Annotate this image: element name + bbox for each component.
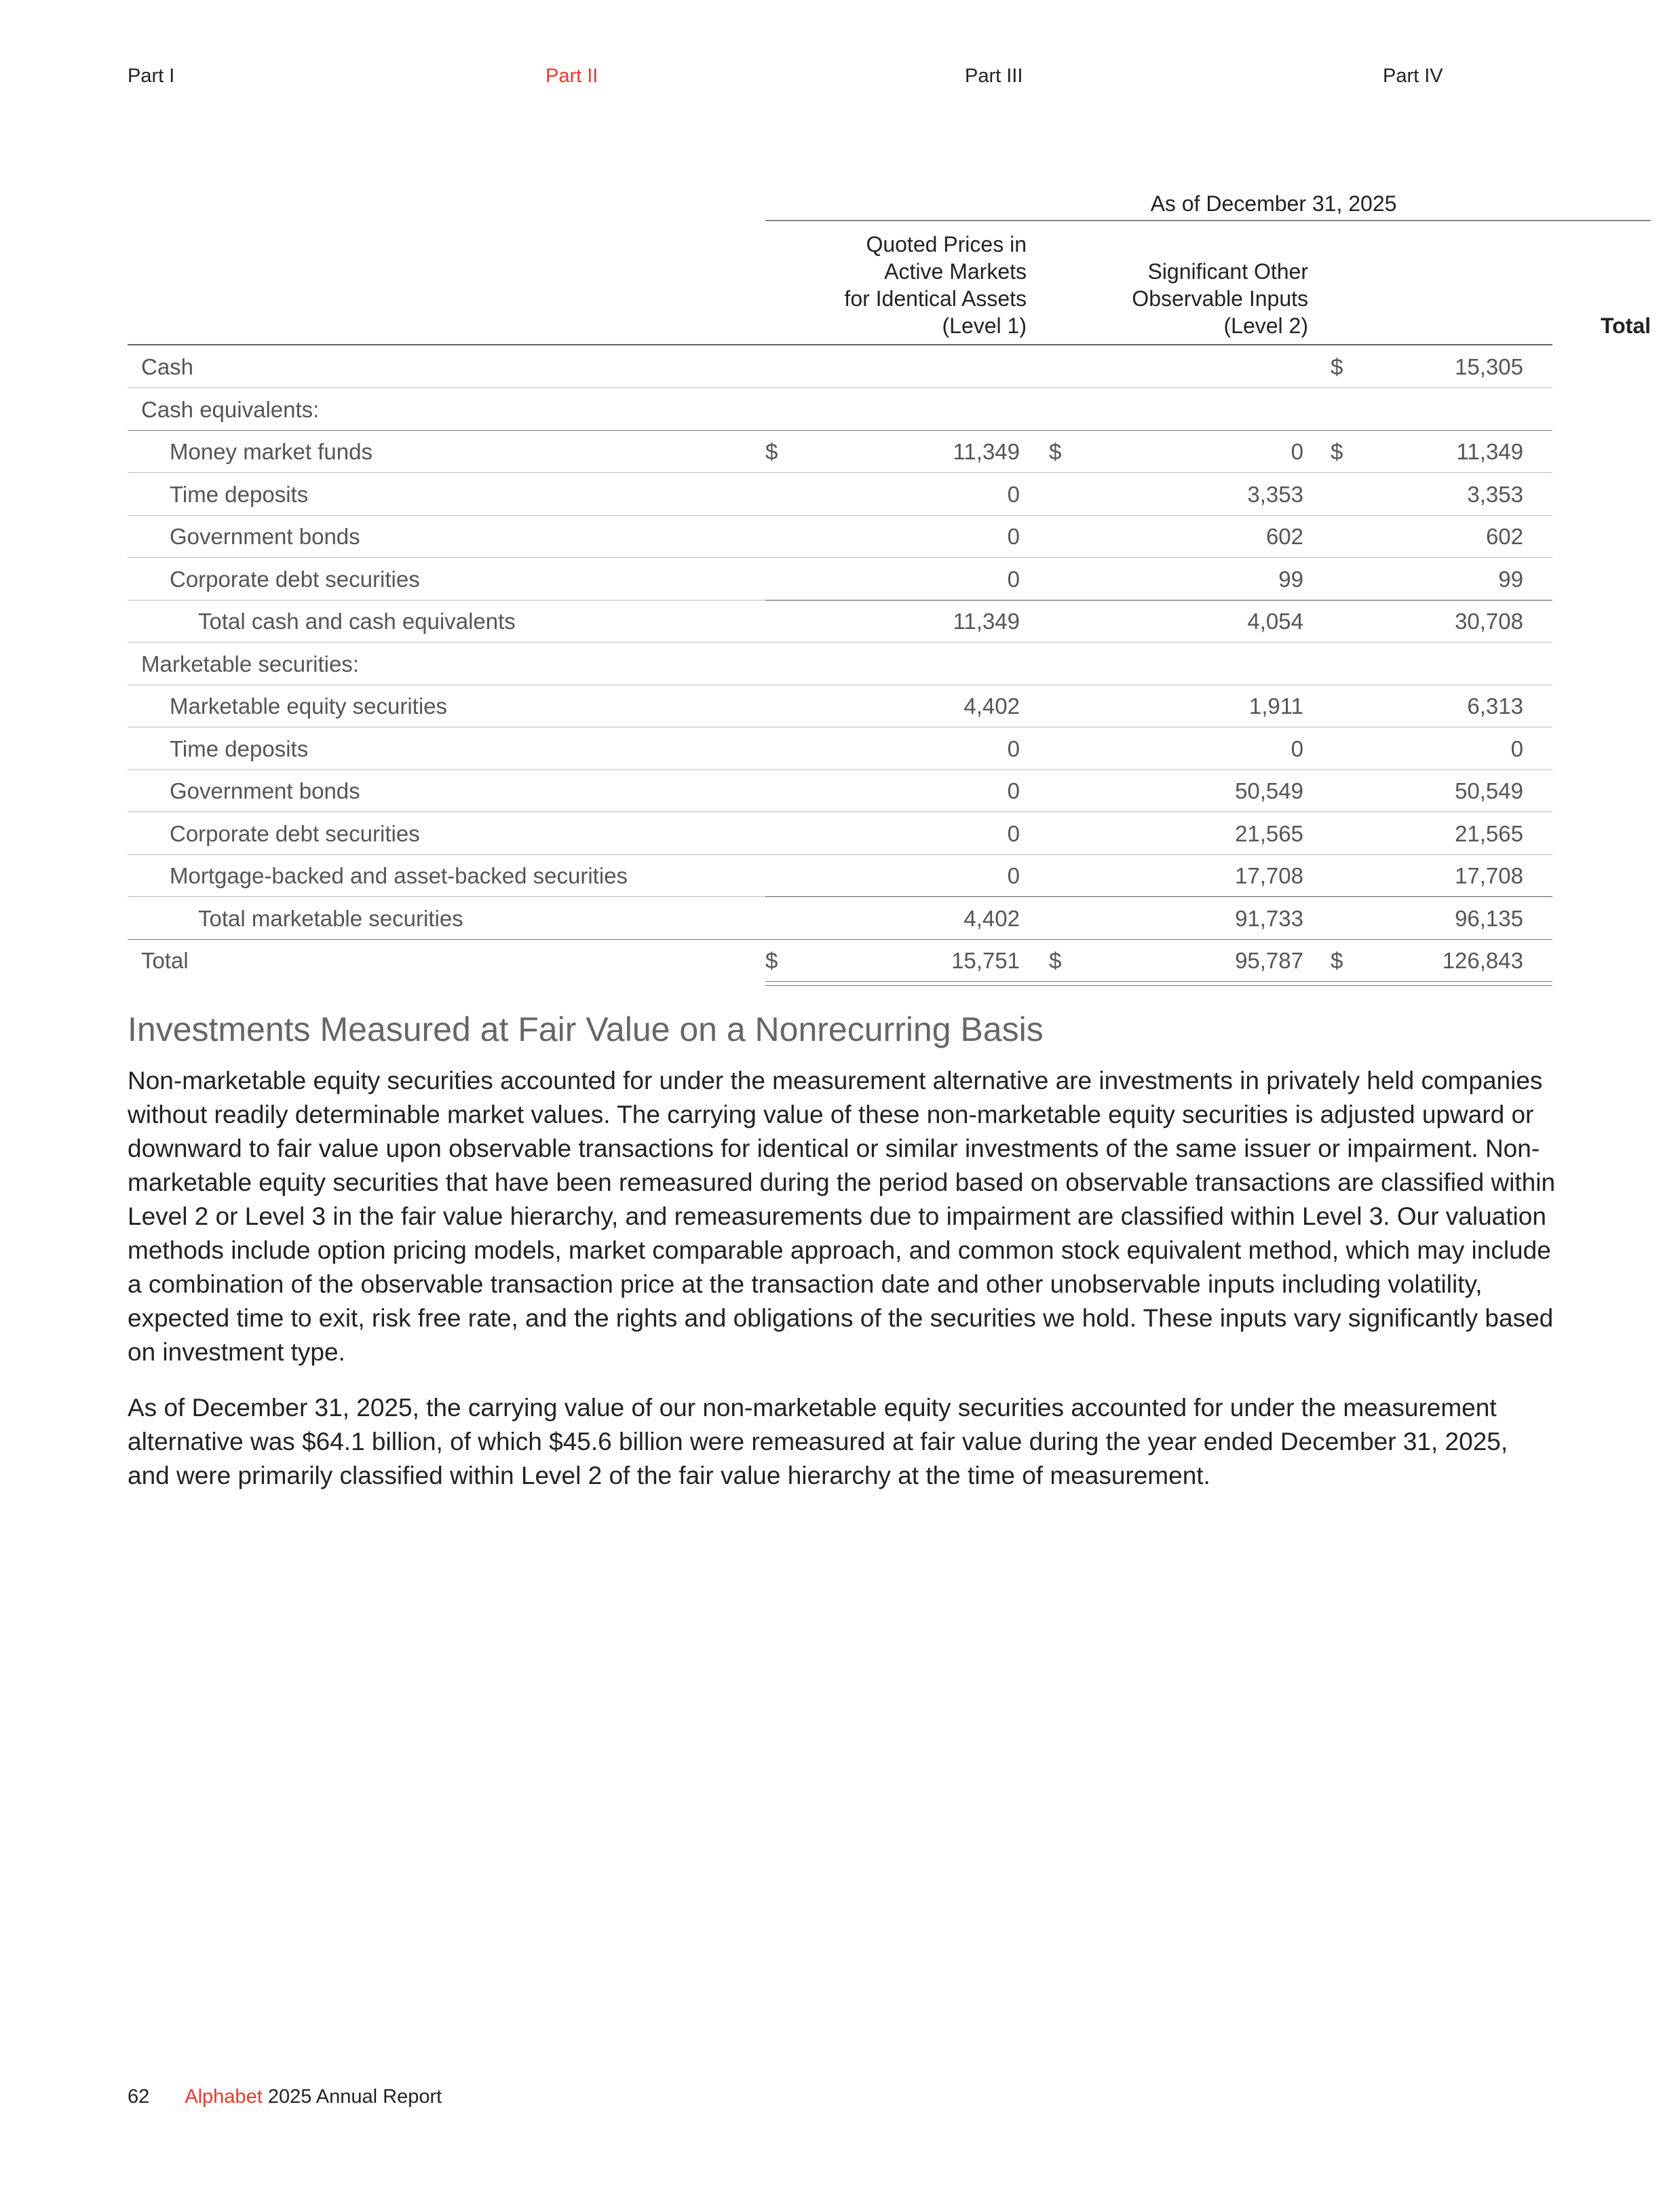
cell-total: 11,349 — [1456, 439, 1523, 464]
cell-l2: 1,911 — [1248, 693, 1303, 719]
cell-l2: 50,549 — [1235, 778, 1303, 803]
table-row — [128, 770, 1552, 812]
row-label: Corporate debt securities — [170, 820, 420, 846]
footer-title: 2025 Annual Report — [267, 2086, 442, 2108]
cell-l2: 95,787 — [1235, 948, 1303, 973]
dollar-sign: $ — [1049, 439, 1062, 464]
row-label: Total — [141, 948, 189, 973]
footer-brand: Alphabet — [185, 2086, 263, 2108]
paragraph-1: Non-marketable equity securities accounted for under the measurement alternative are investments in privately held companies without readily determinable market values. The carrying value of these non-marketable equity securities is adjusted upward or downward to fair value upon observable transactions for identical or similar investments of the same issuer or impairment. Non-marketable equity securities that have been remeasured during the period based on observable transactions are classified within Level 2 or Level 3 in the fair value hierarchy, and remeasurements due to impairment are classified within Level 3. Our valuation methods include option pricing models, market comparable approach, and common stock equivalent method, which may include a combination of the observable transaction price at the transaction date and other unobservable inputs including volatility, expected time to exit, risk free rate, and the rights and obligations of the securities we hold. These inputs vary significantly based on investment type. — [128, 1067, 1556, 1366]
cell-l1: 15,751 — [951, 948, 1020, 973]
cell-total: 17,708 — [1455, 863, 1523, 888]
table-row — [128, 474, 1552, 516]
cell-l2: 602 — [1265, 524, 1303, 549]
period-header: As of December 31, 2025 — [1150, 191, 1397, 216]
nav-part-1[interactable]: Part I — [128, 65, 175, 87]
cell-total: 50,549 — [1455, 778, 1523, 803]
dollar-sign: $ — [1331, 354, 1343, 379]
dollar-sign: $ — [1331, 439, 1343, 464]
dollar-sign: $ — [765, 439, 778, 464]
table-row — [128, 558, 1552, 601]
cell-l1: 0 — [1007, 736, 1020, 761]
cell-l2: 91,733 — [1235, 905, 1303, 931]
cell-total: 21,565 — [1455, 820, 1523, 846]
cell-l1: 0 — [1007, 524, 1020, 549]
row-label: Total marketable securities — [198, 905, 463, 931]
row-label: Marketable equity securities — [170, 693, 448, 719]
table-row — [128, 898, 1552, 940]
col-header-level1: Quoted Prices in Active Markets for Identical Assets (Level 1) — [844, 232, 1027, 338]
paragraph-2: As of December 31, 2025, the carrying value of our non-marketable equity securities accounted for under the measurement alternative was $64.1 billion, of which $45.6 billion were remeasured at fair value during the year ended December 31, 2025, and were primarily classified within Level 2 of the fair value hierarchy at the time of measurement. — [128, 1394, 1508, 1489]
row-label: Government bonds — [170, 524, 360, 549]
cell-total: 30,708 — [1455, 609, 1523, 634]
row-label: Mortgage-backed and asset-backed securities — [170, 863, 628, 888]
table-row — [128, 346, 1552, 388]
cell-l1: 0 — [1007, 566, 1020, 592]
row-label: Time deposits — [170, 736, 309, 761]
row-rule — [765, 981, 1552, 982]
cell-l1: 0 — [1007, 481, 1020, 507]
col-header-level2: Significant Other Observable Inputs (Level 2) — [1132, 259, 1308, 338]
cell-l2: 4,054 — [1247, 609, 1303, 634]
row-label: Money market funds — [170, 439, 373, 464]
col-header-total: Total — [1600, 313, 1651, 338]
cell-l2: 99 — [1278, 566, 1303, 592]
row-label: Cash equivalents: — [141, 396, 320, 422]
cell-total: 99 — [1498, 566, 1523, 592]
table-row — [128, 728, 1552, 770]
fair-value-table — [128, 183, 1651, 997]
page-number: 62 — [128, 2086, 150, 2108]
cell-l2: 0 — [1291, 439, 1303, 464]
table-row — [128, 813, 1552, 855]
cell-l1: 0 — [1007, 863, 1020, 888]
table-row — [128, 431, 1552, 473]
table-row — [128, 855, 1552, 897]
table-row — [128, 643, 1552, 685]
row-label: Time deposits — [170, 481, 309, 507]
cell-total: 96,135 — [1455, 905, 1523, 931]
nav-part-2[interactable]: Part II — [546, 65, 598, 87]
cell-l1: 11,349 — [953, 609, 1020, 634]
table-row — [128, 685, 1552, 727]
cell-l2: 3,353 — [1247, 481, 1303, 507]
cell-l2: 21,565 — [1235, 820, 1303, 846]
cell-l1: 0 — [1007, 778, 1020, 803]
period-header-rule — [765, 220, 1651, 221]
footer — [128, 2086, 442, 2108]
header-rule — [128, 344, 1552, 345]
row-rule — [765, 985, 1552, 986]
cell-l1: 11,349 — [953, 439, 1020, 464]
cell-l2: 17,708 — [1235, 863, 1303, 888]
row-label: Cash — [141, 354, 194, 379]
cell-total: 15,305 — [1455, 354, 1523, 379]
table-row — [128, 389, 1552, 431]
nav-part-3[interactable]: Part III — [965, 65, 1023, 87]
table-row — [128, 516, 1552, 558]
dollar-sign: $ — [765, 948, 778, 973]
cell-l1: 4,402 — [963, 693, 1020, 719]
cell-l1: 4,402 — [963, 905, 1020, 931]
cell-total: 602 — [1485, 524, 1523, 549]
cell-total: 3,353 — [1467, 481, 1523, 507]
cell-total: 6,313 — [1467, 693, 1523, 719]
cell-total: 0 — [1510, 736, 1523, 761]
cell-total: 126,843 — [1442, 948, 1523, 973]
row-label: Corporate debt securities — [170, 566, 420, 592]
cell-l2: 0 — [1291, 736, 1303, 761]
table-row — [128, 940, 1552, 982]
row-label: Marketable securities: — [141, 651, 359, 677]
dollar-sign: $ — [1331, 948, 1343, 973]
row-label: Total cash and cash equivalents — [198, 609, 516, 634]
cell-l1: 0 — [1007, 820, 1020, 846]
dollar-sign: $ — [1049, 948, 1062, 973]
nav-part-4[interactable]: Part IV — [1383, 65, 1443, 87]
table-row — [128, 601, 1552, 643]
section-heading: Investments Measured at Fair Value on a Nonrecurring Basis — [128, 1010, 1044, 1048]
row-label: Government bonds — [170, 778, 360, 803]
